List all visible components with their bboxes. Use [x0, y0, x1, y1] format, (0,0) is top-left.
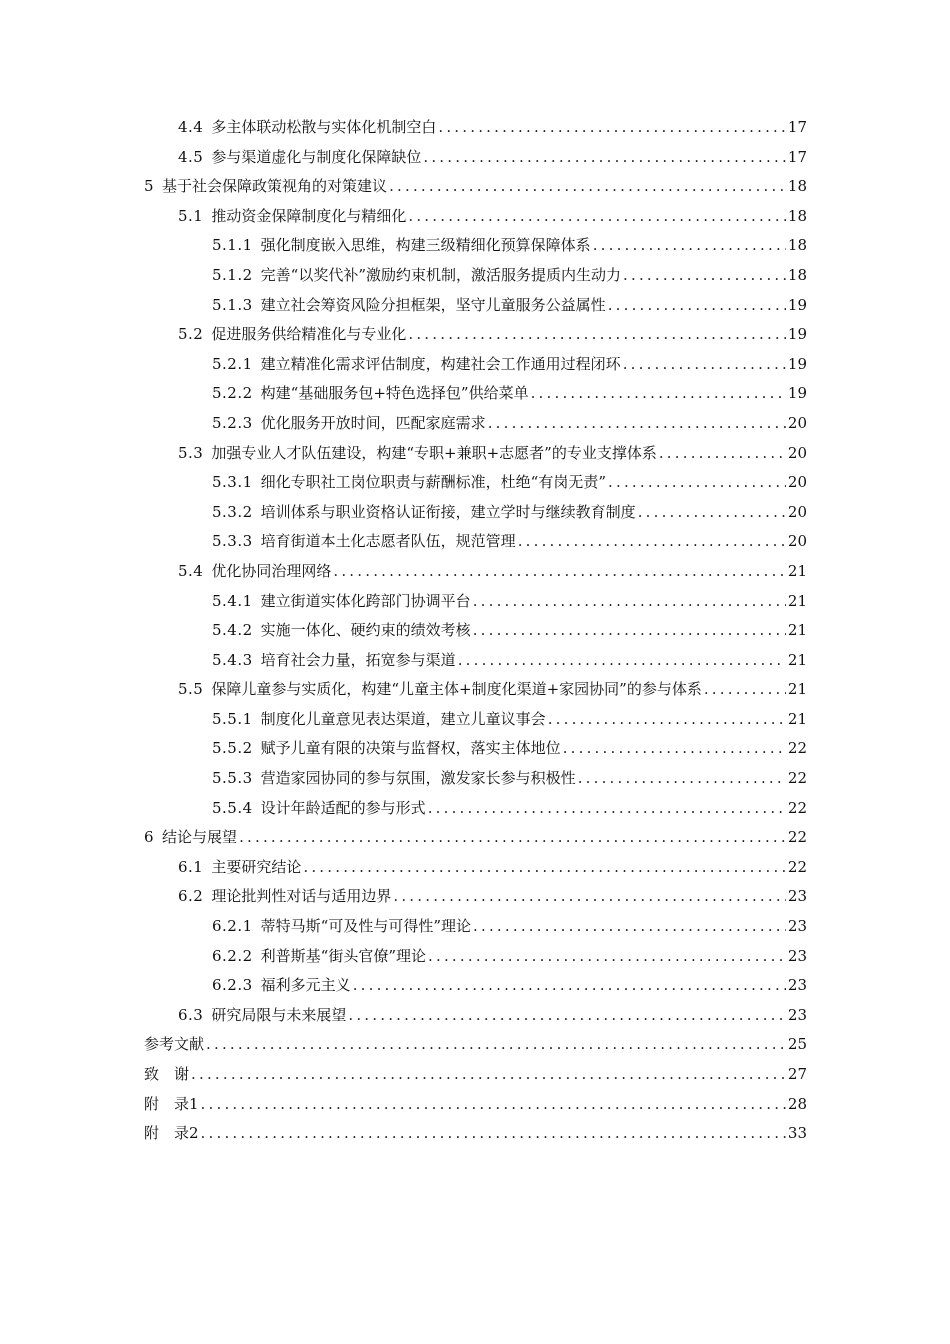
toc-entry-page-number: 20 — [787, 502, 807, 521]
toc-entry-number: 5 — [144, 177, 155, 196]
toc-entry-5-1[interactable] — [0, 202, 950, 232]
toc-entry-item-33[interactable] — [0, 1090, 950, 1120]
toc-entry-5-3-1[interactable] — [0, 468, 950, 498]
toc-entry-title: 构建“基础服务包+特色选择包”供给菜单 — [260, 384, 529, 403]
toc-entry-5-4[interactable] — [0, 557, 950, 587]
toc-entry-title: 参与渠道虚化与制度化保障缺位 — [211, 147, 422, 166]
toc-entry-number: 6.1 — [178, 857, 204, 876]
toc-entry-number: 5.4.1 — [212, 591, 253, 610]
toc-entry-title: 附 录1 — [144, 1094, 199, 1113]
toc-entry-number: 5.2.1 — [212, 354, 253, 373]
toc-entry-5-1-3[interactable] — [0, 291, 950, 321]
toc-entry-number: 5.1.1 — [212, 236, 253, 255]
toc-entry-title: 多主体联动松散与实体化机制空白 — [211, 118, 437, 136]
toc-entry-title: 主要研究结论 — [211, 857, 302, 876]
toc-entry-6-2[interactable] — [0, 882, 950, 912]
toc-entry-page-number: 25 — [787, 1035, 807, 1054]
toc-entry-6[interactable] — [0, 823, 950, 853]
toc-entry-page-number: 18 — [787, 265, 807, 284]
toc-entry-item-34[interactable] — [0, 1119, 950, 1149]
toc-entry-title: 培训体系与职业资格认证衔接，建立学时与继续教育制度 — [260, 502, 636, 521]
toc-entry-page-number: 22 — [787, 769, 807, 788]
toc-entry-title: 实施一体化、硬约束的绩效考核 — [260, 621, 471, 640]
toc-dot-leader — [201, 1090, 786, 1120]
toc-entry-page-number: 21 — [787, 591, 807, 610]
toc-entry-number: 5.4.3 — [212, 650, 253, 669]
toc-dot-leader — [608, 291, 786, 321]
toc-entry-4-4[interactable] — [0, 113, 950, 143]
toc-dot-leader — [191, 1060, 786, 1090]
toc-dot-leader — [389, 172, 786, 202]
toc-dot-leader — [638, 498, 786, 528]
toc-entry-title: 致 谢 — [144, 1065, 190, 1083]
toc-entry-6-2-3[interactable] — [0, 971, 950, 1001]
toc-entry-6-2-1[interactable] — [0, 912, 950, 942]
toc-entry-number: 5.5.4 — [212, 798, 253, 817]
toc-entry-5-1-1[interactable] — [0, 231, 950, 261]
toc-entry-page-number: 23 — [787, 887, 807, 906]
toc-entry-6-1[interactable] — [0, 853, 950, 883]
toc-dot-leader — [423, 143, 786, 173]
toc-entry-page-number: 17 — [787, 118, 807, 136]
toc-dot-leader — [348, 1001, 786, 1031]
toc-entry-number: 5.1.2 — [212, 265, 253, 284]
toc-entry-page-number: 21 — [787, 680, 807, 699]
toc-entry-number: 5.3 — [178, 443, 204, 462]
toc-entry-6-2-2[interactable] — [0, 942, 950, 972]
toc-dot-leader — [428, 942, 786, 972]
toc-entry-number: 5.3.1 — [212, 473, 253, 492]
toc-dot-leader — [428, 794, 786, 824]
toc-dot-leader — [408, 320, 786, 350]
toc-entry-page-number: 20 — [787, 413, 807, 432]
toc-entry-number: 5.5.1 — [212, 709, 253, 728]
toc-entry-number: 6.2.1 — [212, 917, 253, 936]
toc-entry-title: 保障儿童参与实质化，构建“儿童主体+制度化渠道+家园协同”的参与体系 — [211, 680, 702, 699]
toc-entry-page-number: 19 — [787, 354, 807, 373]
toc-entry-number: 5.4 — [178, 561, 204, 580]
toc-entry-title: 加强专业人才队伍建设，构建“专职+兼职+志愿者”的专业支撑体系 — [211, 443, 657, 462]
toc-dot-leader — [206, 1030, 786, 1060]
toc-entry-title: 蒂特马斯“可及性与可得性”理论 — [260, 917, 472, 936]
toc-entry-page-number: 22 — [787, 739, 807, 758]
toc-dot-leader — [488, 409, 786, 439]
toc-entry-page-number: 21 — [787, 561, 807, 580]
toc-dot-leader — [408, 202, 786, 232]
toc-entry-page-number: 19 — [787, 325, 807, 344]
toc-entry-number: 6 — [144, 828, 155, 847]
toc-entry-number: 6.2.2 — [212, 946, 253, 965]
toc-entry-number: 5.3.2 — [212, 502, 253, 521]
toc-entry-title: 建立社会筹资风险分担框架，坚守儿童服务公益属性 — [260, 295, 606, 314]
toc-entry-5-3[interactable] — [0, 439, 950, 469]
toc-entry-number: 5.1.3 — [212, 295, 253, 314]
toc-entry-5-2-2[interactable] — [0, 379, 950, 409]
toc-entry-title: 利普斯基“街头官僚”理论 — [260, 946, 427, 965]
toc-entry-title: 赋予儿童有限的决策与监督权，落实主体地位 — [260, 739, 561, 758]
toc-entry-page-number: 22 — [787, 828, 807, 847]
toc-entry-6-3[interactable] — [0, 1001, 950, 1031]
toc-entry-page-number: 17 — [787, 147, 807, 166]
toc-entry-5[interactable] — [0, 172, 950, 202]
toc-entry-page-number: 18 — [787, 236, 807, 255]
toc-entry-page-number: 22 — [787, 857, 807, 876]
toc-entry-page-number: 20 — [787, 443, 807, 462]
toc-dot-leader — [353, 971, 786, 1001]
toc-entry-number: 4.5 — [178, 147, 204, 166]
toc-entry-title: 建立精准化需求评估制度，构建社会工作通用过程闭环 — [260, 354, 621, 373]
toc-dot-leader — [623, 261, 786, 291]
toc-entry-title: 参考文献 — [144, 1035, 205, 1054]
toc-dot-leader — [201, 1119, 786, 1149]
toc-dot-leader — [659, 439, 786, 469]
toc-entry-5-2-3[interactable] — [0, 409, 950, 439]
toc-entry-title: 培育街道本土化志愿者队伍，规范管理 — [260, 532, 516, 551]
toc-entry-title: 优化服务开放时间，匹配家庭需求 — [260, 413, 486, 432]
toc-entry-5-4-2[interactable] — [0, 616, 950, 646]
toc-entry-number: 6.2 — [178, 887, 204, 906]
toc-entry-5-5-3[interactable] — [0, 764, 950, 794]
toc-entry-number: 5.5 — [178, 680, 204, 699]
toc-entry-title: 设计年龄适配的参与形式 — [260, 798, 426, 817]
toc-dot-leader — [239, 823, 786, 853]
toc-dot-leader — [593, 231, 786, 261]
toc-dot-leader — [393, 882, 786, 912]
toc-entry-page-number: 19 — [787, 295, 807, 314]
toc-entry-page-number: 18 — [787, 177, 807, 196]
toc-dot-leader — [531, 379, 786, 409]
toc-entry-number: 5.2.3 — [212, 413, 253, 432]
toc-entry-page-number: 21 — [787, 650, 807, 669]
toc-entry-page-number: 33 — [787, 1124, 807, 1143]
toc-entry-page-number: 20 — [787, 532, 807, 551]
toc-entry-number: 5.3.3 — [212, 532, 253, 551]
toc-entry-title: 强化制度嵌入思维，构建三级精细化预算保障体系 — [260, 236, 591, 255]
toc-entry-page-number: 28 — [787, 1094, 807, 1113]
toc-entry-title: 理论批判性对话与适用边界 — [211, 887, 392, 906]
toc-dot-leader — [473, 587, 786, 617]
toc-entry-page-number: 23 — [787, 917, 807, 936]
toc-entry-5-2[interactable] — [0, 320, 950, 350]
toc-entry-number: 5.2 — [178, 325, 204, 344]
toc-entry-title: 制度化儿童意见表达渠道，建立儿童议事会 — [260, 709, 546, 728]
toc-entry-5-2-1[interactable] — [0, 350, 950, 380]
toc-entry-title: 福利多元主义 — [260, 976, 351, 995]
table-of-contents — [0, 113, 950, 1149]
toc-dot-leader — [578, 764, 786, 794]
toc-dot-leader — [704, 675, 786, 705]
toc-entry-5-5[interactable] — [0, 675, 950, 705]
toc-entry-page-number: 18 — [787, 206, 807, 225]
toc-dot-leader — [458, 646, 786, 676]
toc-entry-5-4-3[interactable] — [0, 646, 950, 676]
toc-entry-title: 优化协同治理网络 — [211, 561, 332, 580]
toc-entry-number: 5.5.3 — [212, 769, 253, 788]
toc-entry-title: 推动资金保障制度化与精细化 — [211, 206, 407, 225]
toc-entry-number: 5.4.2 — [212, 621, 253, 640]
toc-dot-leader — [473, 616, 786, 646]
toc-entry-title: 完善“以奖代补”激励约束机制，激活服务提质内生动力 — [260, 265, 622, 284]
toc-entry-page-number: 20 — [787, 473, 807, 492]
toc-entry-5-5-1[interactable] — [0, 705, 950, 735]
toc-entry-5-5-2[interactable] — [0, 734, 950, 764]
toc-entry-number: 6.3 — [178, 1005, 204, 1024]
toc-entry-title: 研究局限与未来展望 — [211, 1005, 347, 1024]
toc-entry-title: 营造家园协同的参与氛围，激发家长参与积极性 — [260, 769, 576, 788]
toc-entry-page-number: 21 — [787, 709, 807, 728]
toc-entry-title: 附 录2 — [144, 1124, 199, 1143]
toc-entry-page-number: 19 — [787, 384, 807, 403]
toc-entry-page-number: 23 — [787, 946, 807, 965]
toc-dot-leader — [563, 734, 786, 764]
toc-dot-leader — [333, 557, 786, 587]
toc-entry-4-5[interactable] — [0, 143, 950, 173]
toc-dot-leader — [518, 527, 786, 557]
toc-dot-leader — [623, 350, 786, 380]
toc-entry-item-32[interactable] — [0, 1060, 950, 1090]
toc-dot-leader — [438, 113, 786, 143]
toc-entry-page-number: 23 — [787, 976, 807, 995]
toc-entry-page-number: 27 — [787, 1065, 807, 1083]
toc-entry-page-number: 21 — [787, 621, 807, 640]
toc-entry-5-3-2[interactable] — [0, 498, 950, 528]
toc-entry-number: 4.4 — [178, 118, 204, 136]
toc-entry-page-number: 23 — [787, 1005, 807, 1024]
toc-dot-leader — [473, 912, 786, 942]
toc-entry-5-1-2[interactable] — [0, 261, 950, 291]
toc-entry-number: 5.5.2 — [212, 739, 253, 758]
toc-entry-title: 促进服务供给精准化与专业化 — [211, 325, 407, 344]
toc-entry-item-31[interactable] — [0, 1030, 950, 1060]
toc-entry-number: 5.1 — [178, 206, 204, 225]
toc-entry-page-number: 22 — [787, 798, 807, 817]
toc-entry-number: 6.2.3 — [212, 976, 253, 995]
toc-entry-title: 建立街道实体化跨部门协调平台 — [260, 591, 471, 610]
toc-entry-5-4-1[interactable] — [0, 587, 950, 617]
toc-dot-leader — [608, 468, 786, 498]
toc-entry-number: 5.2.2 — [212, 384, 253, 403]
toc-entry-title: 培育社会力量，拓宽参与渠道 — [260, 650, 456, 669]
toc-entry-title: 细化专职社工岗位职责与薪酬标准，杜绝“有岗无责” — [260, 473, 607, 492]
toc-entry-5-5-4[interactable] — [0, 794, 950, 824]
toc-entry-5-3-3[interactable] — [0, 527, 950, 557]
toc-entry-title: 基于社会保障政策视角的对策建议 — [162, 177, 388, 196]
toc-dot-leader — [303, 853, 786, 883]
toc-entry-title: 结论与展望 — [162, 828, 238, 847]
toc-dot-leader — [548, 705, 786, 735]
